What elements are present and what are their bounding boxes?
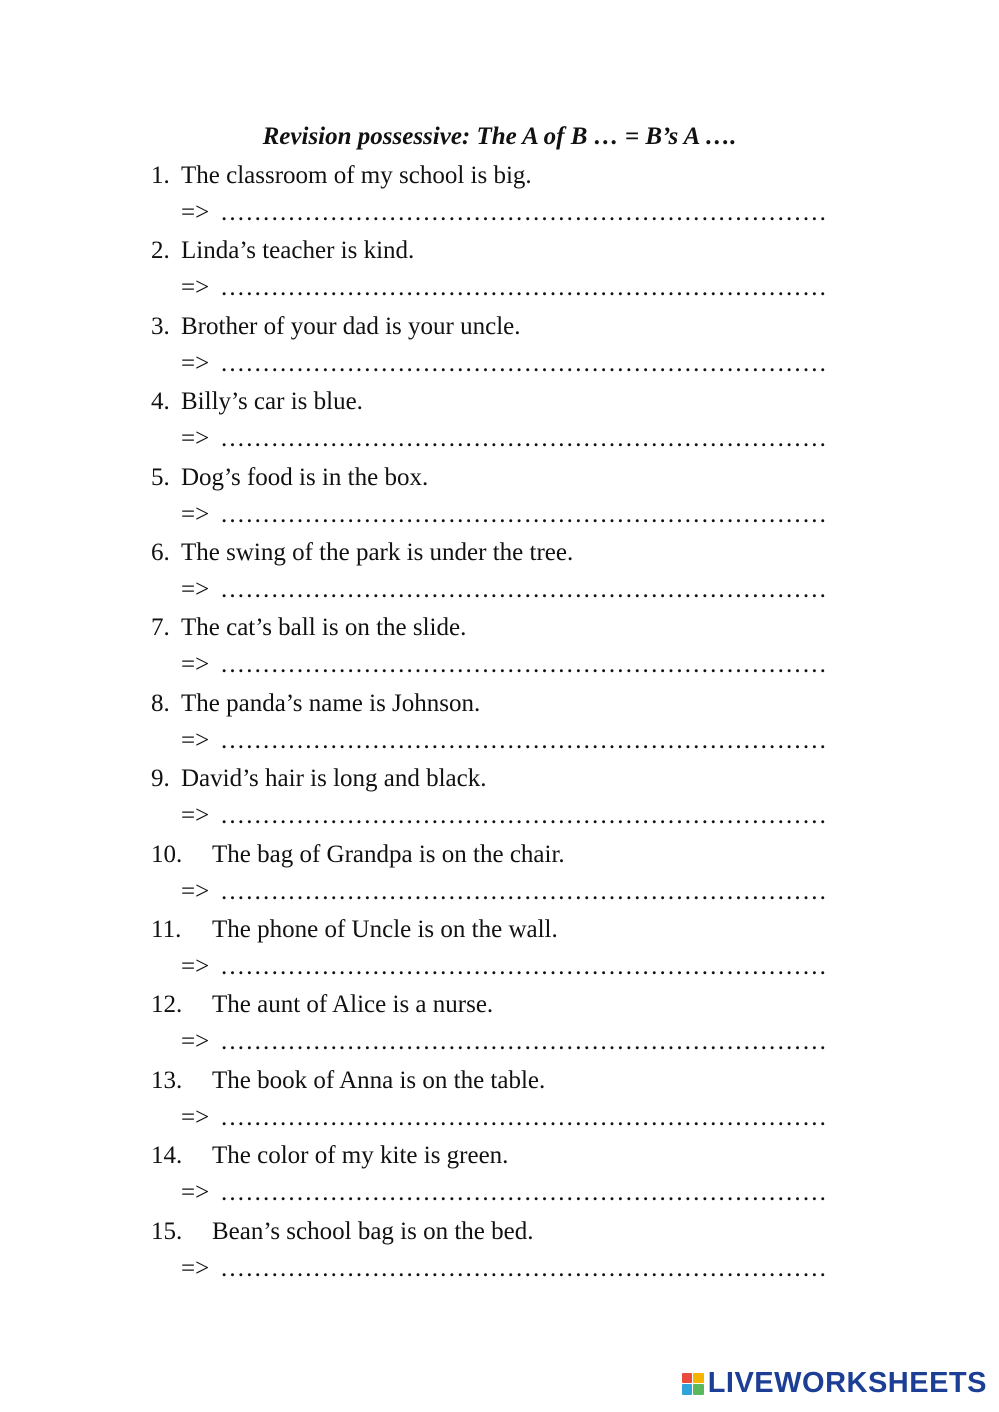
question-number: 1. [151,162,170,189]
question-text: The panda’s name is Johnson. [181,689,481,717]
question-number: 2. [151,237,170,265]
question-number: 4. [151,388,170,416]
question-text: The book of Anna is on the table. [212,1066,546,1094]
answer-blank[interactable]: ……………………………………………………………… [220,802,828,830]
answer-arrow: => [181,425,210,453]
question-number: 10. [151,840,183,868]
answer-line[interactable] [181,1176,881,1210]
answer-arrow: => [181,274,210,302]
answer-blank[interactable]: ……………………………………………………………… [220,726,828,754]
answer-arrow: => [181,576,210,603]
question-item [151,310,521,344]
question-item [151,385,363,419]
answer-line[interactable] [181,347,881,381]
question-number: 8. [151,689,170,717]
question-number: 12. [151,991,183,1019]
liveworksheets-logo-icon [682,1373,704,1395]
answer-blank[interactable]: ……………………………………………………………… [220,1254,828,1282]
answer-line[interactable] [181,573,881,607]
answer-arrow: => [181,349,210,377]
answer-line[interactable] [181,799,881,833]
answer-line[interactable] [181,196,881,230]
answer-arrow: => [181,726,210,754]
answer-line[interactable] [181,422,881,456]
answer-blank[interactable]: ……………………………………………………………… [220,500,828,528]
answer-arrow: => [181,1179,210,1207]
answer-arrow: => [181,1103,210,1131]
question-item [151,838,565,872]
question-number: 14. [151,1142,183,1170]
answer-blank[interactable]: ……………………………………………………………… [220,199,828,226]
question-item [151,988,493,1022]
question-item [151,234,414,268]
answer-arrow: => [181,953,210,980]
answer-arrow: => [181,877,210,905]
answer-blank[interactable]: ……………………………………………………………… [220,349,828,377]
question-item [151,1064,545,1098]
answer-line[interactable] [181,271,881,305]
question-number: 11. [151,916,182,943]
answer-arrow: => [181,500,210,528]
question-number: 15. [151,1217,183,1245]
liveworksheets-logo [682,1367,987,1400]
question-text: The bag of Grandpa is on the chair. [212,840,565,868]
brand-text: LIVEWORKSHEETS [707,1367,987,1399]
answer-arrow: => [181,1028,210,1056]
answer-blank[interactable]: ……………………………………………………………… [220,576,828,603]
question-item [151,159,532,193]
answer-arrow: => [181,1254,210,1282]
answer-line[interactable] [181,950,881,984]
answer-arrow: => [181,802,210,830]
question-number: 13. [151,1066,183,1094]
answer-blank[interactable]: ……………………………………………………………… [220,1179,828,1207]
answer-blank[interactable]: ……………………………………………………………… [220,953,828,980]
answer-blank[interactable]: ……………………………………………………………… [220,877,828,905]
question-item [151,687,480,721]
answer-blank[interactable]: ……………………………………………………………… [220,425,828,453]
answer-blank[interactable]: ……………………………………………………………… [220,651,828,679]
question-text: David’s hair is long and black. [181,765,487,793]
answer-blank[interactable]: ……………………………………………………………… [220,274,828,302]
question-number: 5. [151,463,170,491]
question-number: 6. [151,539,170,566]
answer-arrow: => [181,199,210,226]
answer-blank[interactable]: ……………………………………………………………… [220,1028,828,1056]
question-text: Dog’s food is in the box. [181,463,429,491]
question-text: The color of my kite is green. [212,1142,509,1170]
worksheet-title: Revision possessive: The A of B … = B’s A …. [262,123,737,150]
question-text: Linda’s teacher is kind. [181,237,415,265]
answer-line[interactable] [181,1252,881,1286]
question-text: The aunt of Alice is a nurse. [212,991,494,1019]
question-text: Billy’s car is blue. [181,388,363,416]
question-number: 7. [151,614,170,642]
question-text: The swing of the park is under the tree. [181,539,574,566]
answer-blank[interactable]: ……………………………………………………………… [220,1103,828,1131]
question-text: The phone of Uncle is on the wall. [212,916,558,943]
answer-line[interactable] [181,1101,881,1135]
question-item [151,461,428,495]
answer-line[interactable] [181,724,881,758]
answer-line[interactable] [181,498,881,532]
question-text: Bean’s school bag is on the bed. [212,1217,534,1245]
question-item [151,1139,508,1173]
question-text: The classroom of my school is big. [181,162,532,189]
question-number: 9. [151,765,170,793]
question-item [151,536,573,570]
question-item [151,762,487,796]
answer-arrow: => [181,651,210,679]
question-text: Brother of your dad is your uncle. [181,312,521,340]
answer-line[interactable] [181,648,881,682]
question-number: 3. [151,312,170,340]
question-text: The cat’s ball is on the slide. [181,614,467,642]
question-item [151,913,558,947]
answer-line[interactable] [181,875,881,909]
answer-line[interactable] [181,1025,881,1059]
question-item [151,1215,533,1249]
question-item [151,611,466,645]
